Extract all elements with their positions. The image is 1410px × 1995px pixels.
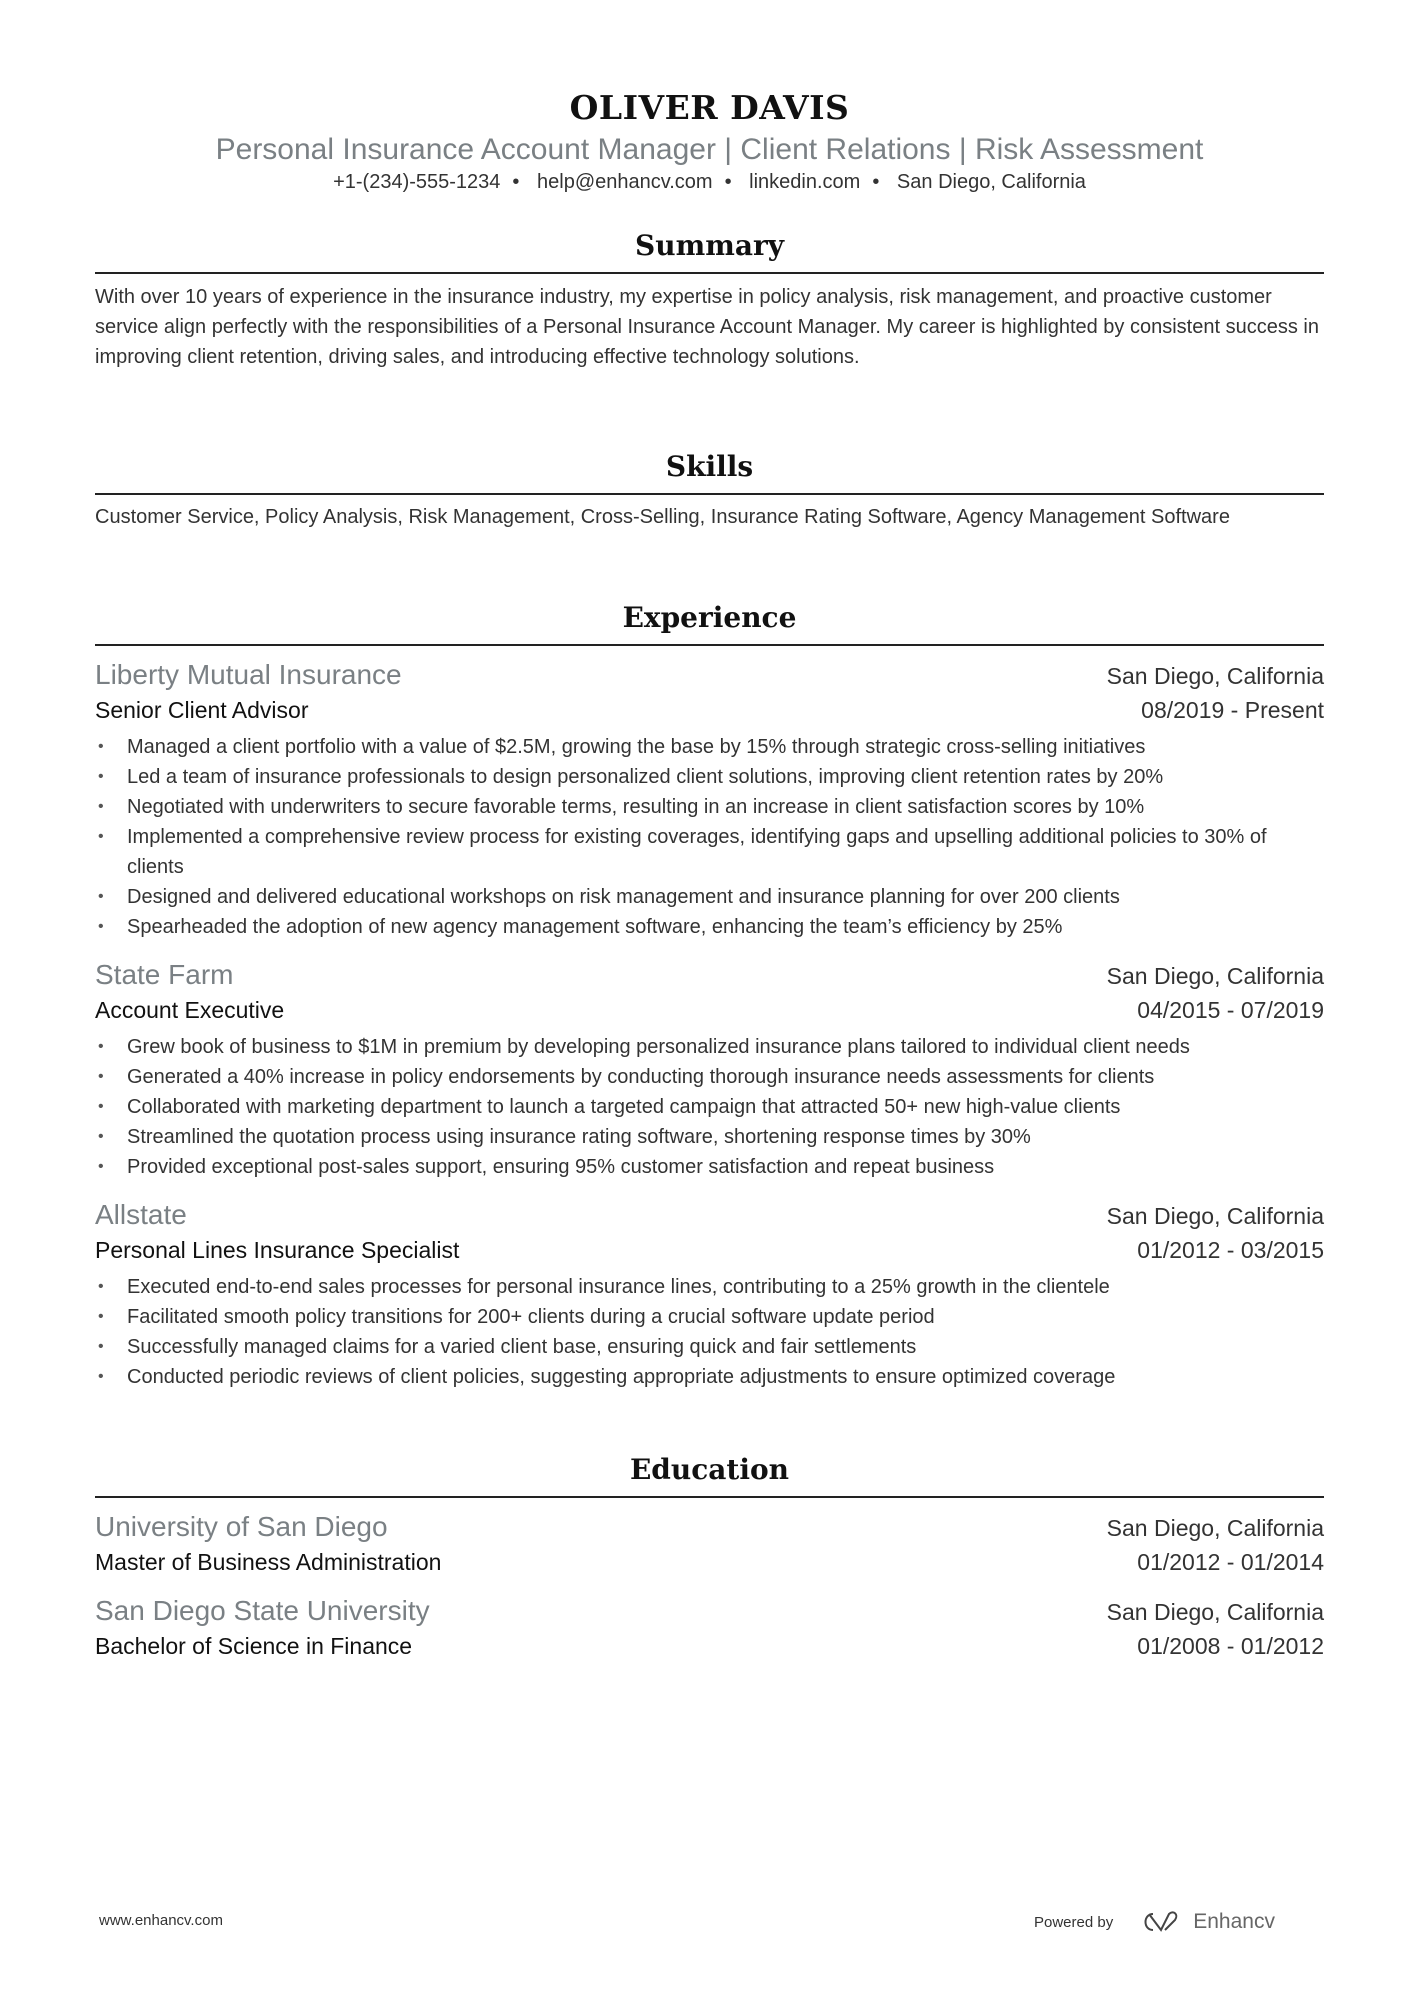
job-dates: 01/2012 - 03/2015 [1137, 1237, 1324, 1263]
job-title: Senior Client Advisor [95, 697, 309, 723]
bullet-item: • Successfully managed claims for a varied client base, ensuring quick and fair settlements [95, 1332, 1324, 1362]
divider [95, 493, 1324, 495]
bullet-item: • Streamlined the quotation process using insurance rating software, shortening response times by 30% [95, 1122, 1324, 1152]
job-dates: 08/2019 - Present [1141, 697, 1324, 723]
contact-info: +1-(234)-555-1234 • help@enhancv.com • linkedin.com • San Diego, California [333, 171, 1086, 193]
job-location: San Diego, California [1106, 963, 1324, 989]
company-name: State Farm [95, 959, 234, 990]
education-entry [95, 1592, 1324, 1662]
section-title: Experience [622, 601, 797, 634]
skills-text: Customer Service, Policy Analysis, Risk Management, Cross-Selling, Insurance Rating Software, Agency Management Software [95, 506, 1230, 528]
degree: Bachelor of Science in Finance [95, 1633, 413, 1659]
bullet-item: • Collaborated with marketing department to launch a targeted campaign that attracted 50+ new high-value clients [95, 1092, 1324, 1122]
school-location: San Diego, California [1106, 1515, 1324, 1541]
school-name: University of San Diego [95, 1511, 388, 1542]
summary-text: With over 10 years of experience in the insurance industry, my expertise in policy analysis, risk management, and proactive customer service align perfectly with the responsibilities of a Personal Insurance Account Manager. My career is highlighted by consistent success in improving client retention, driving sales, and introducing effective technology solutions. [95, 286, 1319, 368]
divider [95, 644, 1324, 646]
phone: +1-(234)-555-1234 [333, 171, 501, 193]
job-title: Account Executive [95, 997, 285, 1023]
education-dates: 01/2012 - 01/2014 [1137, 1549, 1324, 1575]
job-entry [95, 656, 1324, 942]
experience-section [95, 598, 1324, 1392]
job-dates: 04/2015 - 07/2019 [1137, 997, 1324, 1023]
bullet-item: • Negotiated with underwriters to secure favorable terms, resulting in an increase in client satisfaction scores by 10% [95, 792, 1324, 822]
footer-branding [1034, 1910, 1275, 1934]
bullet-item: • Designed and delivered educational workshops on risk management and insurance planning for over 200 clients [95, 882, 1324, 912]
section-title: Summary [635, 229, 784, 262]
company-name: Allstate [95, 1199, 187, 1230]
brand-name: Enhancv [1193, 1910, 1275, 1933]
school-location: San Diego, California [1106, 1599, 1324, 1625]
section-title: Education [629, 1453, 790, 1486]
enhancv-logo-icon [1139, 1910, 1185, 1934]
linkedin-link[interactable]: linkedin.com [749, 171, 861, 193]
job-location: San Diego, California [1106, 663, 1324, 689]
degree: Master of Business Administration [95, 1549, 442, 1575]
summary-section [95, 226, 1324, 372]
school-name: San Diego State University [95, 1595, 430, 1626]
bullet-item: • Managed a client portfolio with a value of $2.5M, growing the base by 15% through strategic cross-selling initiatives [95, 732, 1324, 762]
powered-by-label: Powered by [1034, 1913, 1114, 1931]
job-entry [95, 956, 1324, 1182]
skills-section [95, 447, 1324, 530]
job-bullets [95, 1032, 1324, 1182]
bullet-item: • Spearheaded the adoption of new agency management software, enhancing the team’s efficiency by 25% [95, 912, 1324, 942]
job-entry [95, 1196, 1324, 1392]
location: San Diego, California [896, 171, 1086, 193]
section-title: Skills [665, 450, 754, 483]
footer-website[interactable]: www.enhancv.com [99, 1912, 223, 1929]
company-name: Liberty Mutual Insurance [95, 659, 402, 690]
divider [95, 272, 1324, 274]
candidate-name: OLIVER DAVIS [569, 88, 850, 127]
email-link[interactable]: help@enhancv.com [537, 171, 713, 193]
job-bullets [95, 732, 1324, 942]
bullet-item: • Led a team of insurance professionals to design personalized client solutions, improving client retention rates by 20% [95, 762, 1324, 792]
job-bullets [95, 1272, 1324, 1392]
bullet-item: • Grew book of business to $1M in premium by developing personalized insurance plans tailored to individual client needs [95, 1032, 1324, 1062]
divider [95, 1496, 1324, 1498]
education-dates: 01/2008 - 01/2012 [1137, 1633, 1324, 1659]
bullet-item: • Provided exceptional post-sales support, ensuring 95% customer satisfaction and repeat business [95, 1152, 1324, 1182]
bullet-item: • Generated a 40% increase in policy endorsements by conducting thorough insurance needs assessments for clients [95, 1062, 1324, 1092]
bullet-item: • Implemented a comprehensive review process for existing coverages, identifying gaps and upselling additional policies to 30% of clients [95, 822, 1324, 882]
education-section [95, 1450, 1324, 1662]
bullet-item: • Conducted periodic reviews of client policies, suggesting appropriate adjustments to ensure optimized coverage [95, 1362, 1324, 1392]
bullet-item: • Executed end-to-end sales processes for personal insurance lines, contributing to a 25% growth in the clientele [95, 1272, 1324, 1302]
job-location: San Diego, California [1106, 1203, 1324, 1229]
job-title: Personal Lines Insurance Specialist [95, 1237, 460, 1263]
headline: Personal Insurance Account Manager | Client Relations | Risk Assessment [215, 133, 1204, 166]
education-entry [95, 1508, 1324, 1578]
bullet-item: • Facilitated smooth policy transitions for 200+ clients during a crucial software update period [95, 1302, 1324, 1332]
